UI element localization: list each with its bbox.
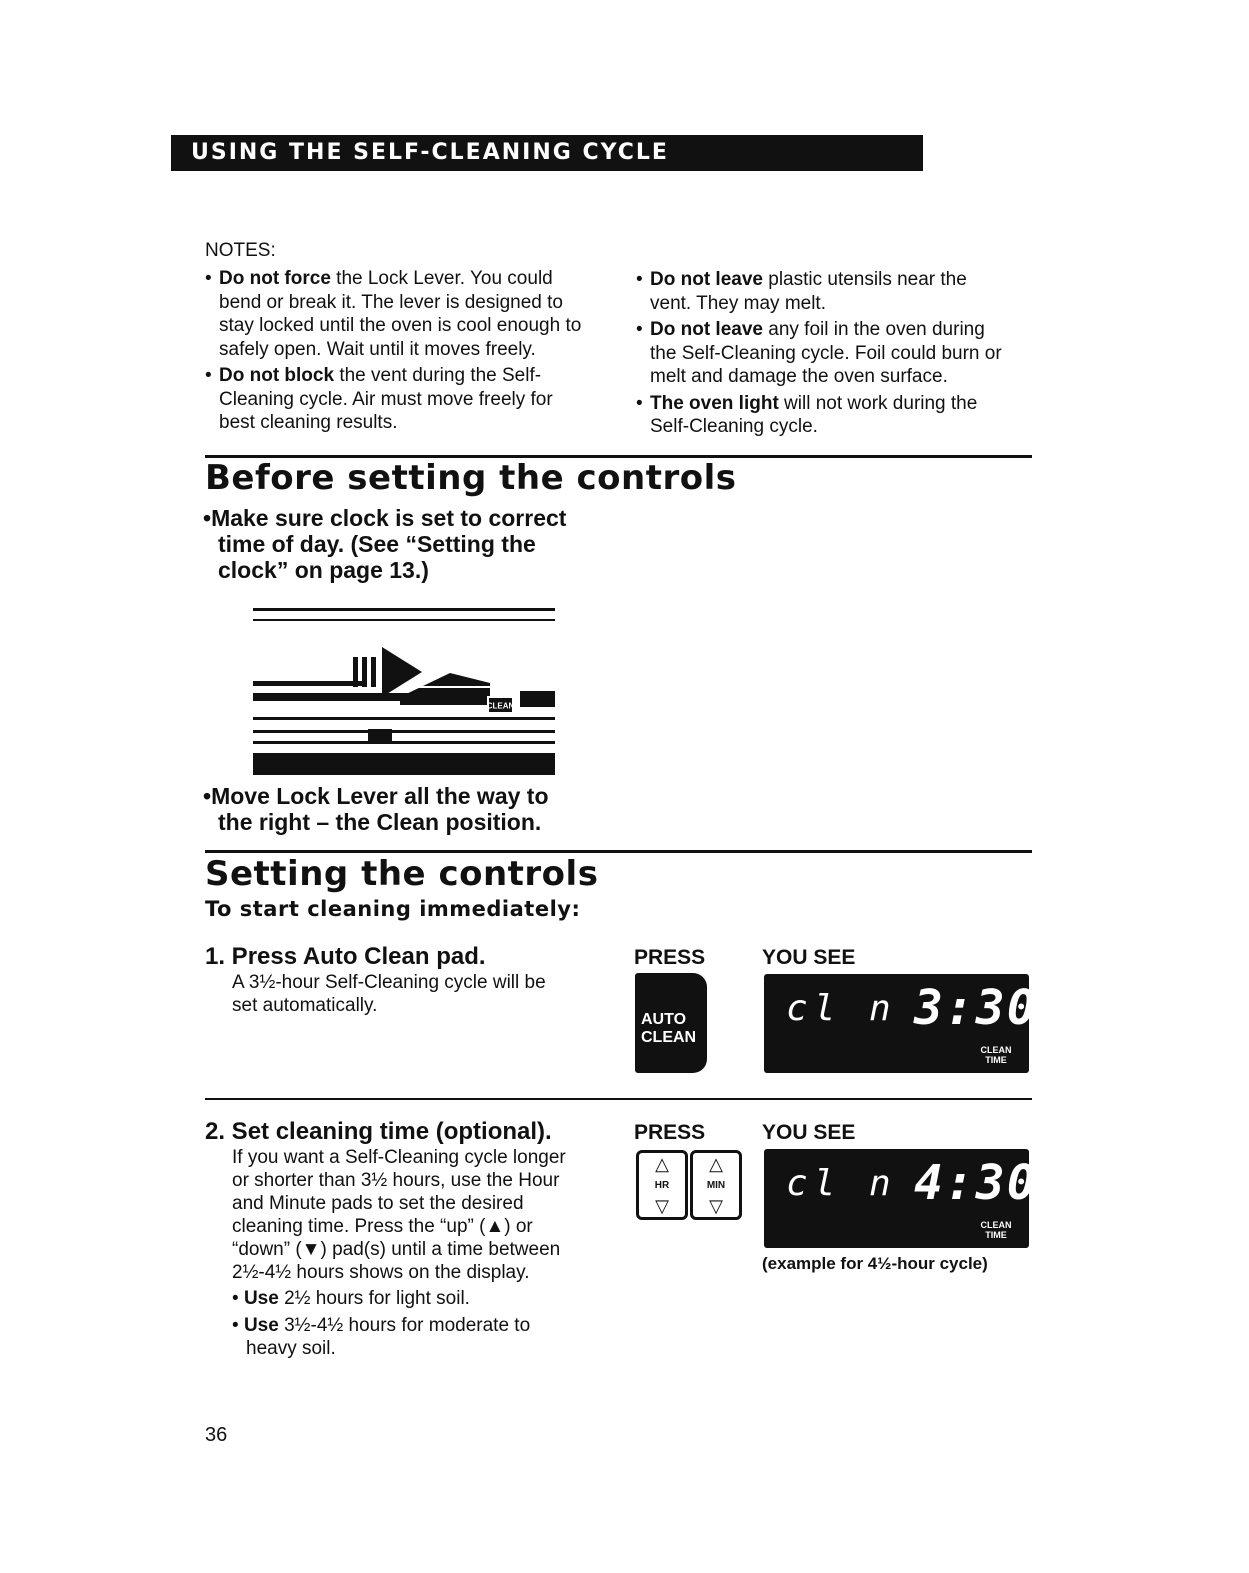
section-banner: USING THE SELF-CLEANING CYCLE: [171, 135, 923, 171]
note-text: Cleaning cycle. Air must move freely for: [219, 388, 553, 410]
note-text: the vent during the Self-: [334, 365, 542, 386]
note-text: Self-Cleaning cycle.: [650, 416, 818, 437]
note-text: will not work during the: [778, 392, 978, 414]
lever-bullet: •Move Lock Lever all the way to the right – the Clean position.: [203, 783, 623, 835]
hour-label: HR: [654, 1179, 670, 1191]
setting-title: Setting the controls: [205, 854, 599, 894]
bullet-line: the right – the Clean position.: [218, 809, 542, 835]
use-text: 3½-4½ hours for moderate to: [278, 1315, 531, 1336]
minute-down-icon[interactable]: ▽: [709, 1196, 723, 1216]
minute-pad[interactable]: [690, 1150, 742, 1220]
note-text: vent. They may melt.: [650, 292, 826, 314]
notes-left-column: [205, 267, 615, 438]
hour-down-icon[interactable]: ▽: [655, 1196, 669, 1216]
step-divider: [205, 1098, 1032, 1100]
note-item: [205, 267, 615, 361]
display-time-text: 3:30: [914, 980, 1038, 1036]
note-text: the Self-Cleaning cycle. Foil could burn or: [650, 342, 1002, 364]
bullet-line: clock” on page 13.): [218, 557, 429, 583]
notes-right-column: [636, 268, 1036, 442]
step-line: set automatically.: [232, 995, 378, 1016]
minute-label: MIN: [706, 1179, 726, 1191]
hour-up-icon[interactable]: △: [655, 1154, 669, 1174]
use-text: heavy soil.: [246, 1338, 336, 1359]
section-divider: [205, 850, 1032, 853]
pad-label: CLEAN: [641, 1029, 697, 1046]
clean-time-display: [764, 1149, 1038, 1248]
step2-title: 2. Set cleaning time (optional).: [205, 1118, 552, 1145]
display-mode-text: cl n: [786, 1163, 897, 1204]
you-see-label: YOU SEE: [762, 946, 856, 969]
page-number: 36: [205, 1424, 228, 1446]
step-line: A 3½-hour Self-Cleaning cycle will be: [232, 972, 546, 993]
bullet-line: time of day. (See “Setting the: [218, 531, 536, 557]
note-text: the Lock Lever. You could: [330, 268, 553, 289]
step-line: “down” (▼) pad(s) until a time between: [232, 1239, 561, 1260]
you-see-label: YOU SEE: [762, 1121, 856, 1144]
note-bold: Do not force: [219, 268, 331, 289]
step-line: 2½-4½ hours shows on the display.: [232, 1262, 530, 1283]
press-label: PRESS: [634, 946, 706, 969]
notes-heading: NOTES:: [205, 240, 276, 261]
auto-clean-pad[interactable]: [635, 973, 707, 1073]
note-text: safely open. Wait until it moves freely.: [219, 338, 536, 360]
step-line: If you want a Self-Cleaning cycle longer: [232, 1147, 566, 1168]
note-bold: Do not block: [219, 365, 335, 386]
step-line: or shorter than 3½ hours, use the Hour: [232, 1170, 560, 1191]
note-item: [636, 268, 1036, 315]
arrow-tail-bar: [362, 657, 367, 687]
lock-lever-illustration: [250, 605, 560, 780]
step-line: and Minute pads to set the desired: [232, 1193, 524, 1214]
lock-lever: [400, 673, 490, 705]
display-caption: CLEAN: [980, 1220, 1012, 1230]
step-line: cleaning time. Press the “up” (▲) or: [232, 1216, 533, 1237]
press-label: PRESS: [634, 1121, 706, 1144]
note-text: stay locked until the oven is cool enough to: [219, 315, 582, 336]
step1-body: [232, 971, 612, 1017]
hour-pad[interactable]: [636, 1150, 688, 1220]
example-caption: (example for 4½-hour cycle): [762, 1254, 988, 1273]
display-time-text: 4:30: [914, 1155, 1038, 1211]
clock-bullet: •Make sure clock is set to correct time of day. (See “Setting the clock” on page 13.): [203, 505, 623, 583]
note-bold: Do not leave: [650, 269, 763, 290]
minute-up-icon[interactable]: △: [709, 1154, 723, 1174]
note-item: [636, 318, 1036, 389]
pad-label: AUTO: [641, 1011, 687, 1028]
clean-tag-label: CLEAN: [486, 701, 515, 711]
use-bold: Use: [243, 1288, 279, 1309]
bullet-line: Make sure clock is set to correct: [211, 505, 567, 531]
display-caption: TIME: [985, 1055, 1007, 1065]
display-caption: TIME: [985, 1230, 1007, 1240]
step2-body: [232, 1146, 612, 1360]
before-title: Before setting the controls: [205, 458, 737, 498]
note-text: any foil in the oven during: [762, 319, 985, 340]
use-item: • Use 2½ hours for light soil.: [232, 1288, 470, 1309]
note-item: [636, 392, 1036, 439]
use-bold: Use: [243, 1315, 279, 1336]
use-text: 2½ hours for light soil.: [278, 1288, 470, 1309]
note-text: bend or break it. The lever is designed to: [219, 291, 563, 313]
arrow-tail-bar: [371, 657, 376, 687]
note-bold: The oven light: [650, 392, 779, 414]
use-item: • Use 3½-4½ hours for moderate to: [232, 1315, 531, 1336]
arrow-tail-bar: [353, 657, 358, 687]
note-text: plastic utensils near the: [762, 269, 967, 290]
note-item: [205, 364, 615, 435]
setting-subtitle: To start cleaning immediately:: [205, 897, 581, 921]
note-text: best cleaning results.: [219, 412, 398, 433]
clean-time-display: [764, 974, 1038, 1073]
display-caption: CLEAN: [980, 1045, 1012, 1055]
bullet-line: Move Lock Lever all the way to: [211, 783, 549, 809]
display-mode-text: cl n: [786, 988, 897, 1029]
step1-title: 1. Press Auto Clean pad.: [205, 943, 486, 970]
note-text: melt and damage the oven surface.: [650, 366, 948, 387]
note-bold: Do not leave: [650, 319, 763, 340]
